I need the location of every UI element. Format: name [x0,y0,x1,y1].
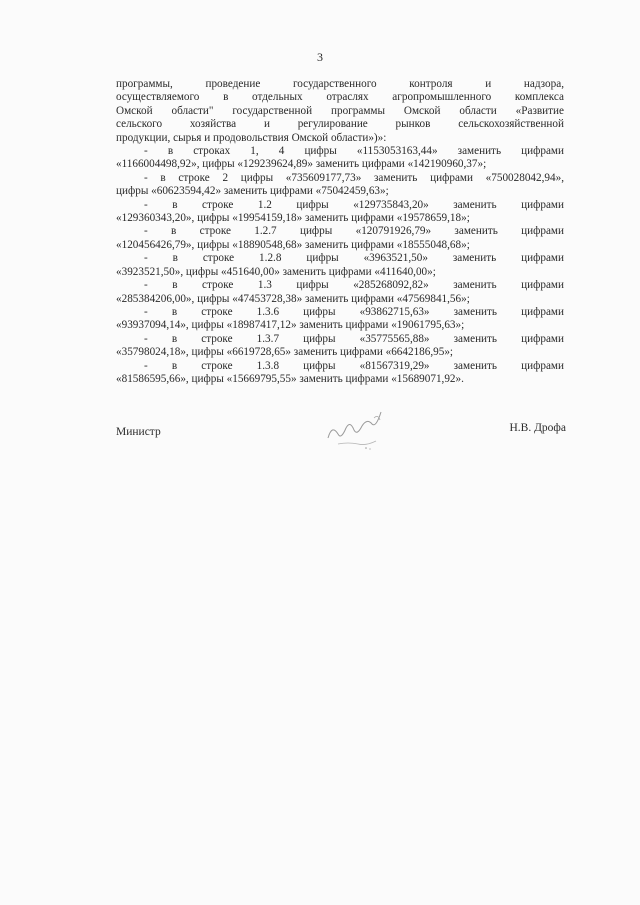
signatory-name: Н.В. Дрофа [509,422,566,434]
text-line: «120456426,79», цифры «18890548,68» заменить цифрами «18555048,68»; [116,238,470,251]
text-line: - в строке 1.2.7 цифры «120791926,79» заменить цифрами [144,225,564,238]
text-line: программы, проведение государственного контроля и надзора, [116,78,564,90]
text-line: «1166004498,92», цифры «129239624,89» заменить цифрами «142190960,37»; [116,158,487,171]
text-line: «285384206,00», цифры «47453728,38» заменить цифрами «47569841,56»; [116,292,470,305]
text-line: «129360343,20», цифры «19954159,18» заменить цифрами «19578659,18»; [116,212,470,225]
text-line: «81586595,66», цифры «15669795,55» заменить цифрами «15689071,92». [116,372,464,385]
text-line: сельского хозяйства и регулирование рынков сельскохозяйственной [116,118,564,131]
text-line: - в строке 1.3.6 цифры «93862715,63» заменить цифрами [144,305,564,318]
text-line: - в строке 1.2.8 цифры «3963521,50» заменить цифрами [144,252,564,265]
text-line: Омской области" государственной программы Омской области «Развитие [116,104,564,117]
handwritten-signature [308,408,398,454]
text-line: «35798024,18», цифры «6619728,65» заменить цифрами «6642186,95»; [116,346,454,359]
text-line: осуществляемого в отдельных отраслях агропромышленного комплекса [116,91,564,104]
text-line: - в строке 1.3 цифры «285268092,82» заменить цифрами [144,279,564,292]
text-line: продукции, сырья и продовольствия Омской области»)»: [116,131,387,144]
text-line: цифры «60623594,42» заменить цифрами «75042459,63»; [116,185,389,198]
text-line: - в строке 1.3.7 цифры «35775565,88» заменить цифрами [144,332,564,345]
text-line: - в строке 1.2 цифры «129735843,20» заменить цифрами [144,198,564,211]
signatory-title: Министр [116,426,161,438]
text-line: «3923521,50», цифры «451640,00» заменить цифрами «411640,00»; [116,265,436,278]
text-line: - в строке 1.3.8 цифры «81567319,29» заменить цифрами [144,359,564,372]
text-line: - в строке 2 цифры «735609177,73» заменить цифрами «750028042,94», [144,171,564,184]
text-line: - в строках 1, 4 цифры «1153053163,44» заменить цифрами [144,145,564,158]
page-number: 3 [317,50,323,64]
signature-block [116,422,566,462]
text-line: «93937094,14», цифры «18987417,12» заменить цифрами «19061795,63»; [116,319,465,332]
document-body [116,78,564,386]
